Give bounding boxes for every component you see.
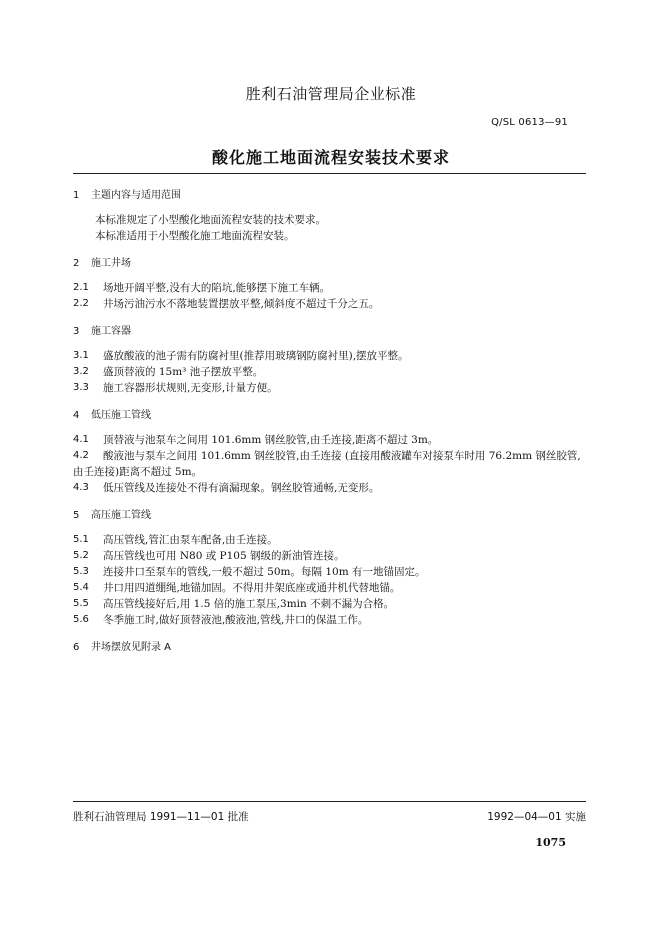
clause-text: 盛顶替液的 15m³ 池子摆放平整。 (103, 366, 264, 378)
clause-text: 施工容器形状规则,无变形,计量方便。 (103, 382, 278, 394)
clause (73, 580, 586, 596)
section-title: 施工井场 (91, 258, 131, 269)
section-3 (73, 324, 586, 396)
section-title: 施工容器 (91, 326, 131, 337)
clause-text: 连接井口至泵车的管线,一般不超过 50m。每隔 10m 有一地锚固定。 (103, 566, 426, 578)
clause (73, 564, 586, 580)
clause-text: 场地开阔平整,没有大的陷坑,能够摆下施工车辆。 (103, 282, 331, 294)
clause-number: 5.4 (73, 582, 89, 593)
section-title: 主题内容与适用范围 (91, 190, 181, 201)
clause-text: 酸液池与泵车之间用 101.6mm 钢丝胶管,由壬连接 (直接用酸液罐车对接泵车时用 76.2mm 钢丝胶管,由壬连接)距离不超过 5m。 (73, 450, 581, 478)
section-4 (73, 408, 586, 496)
page-number: 1075 (535, 836, 566, 849)
clause (73, 296, 586, 312)
paragraph: 本标准适用于小型酸化施工地面流程安装。 (95, 230, 295, 242)
section-5 (73, 508, 586, 628)
section-heading (73, 640, 586, 656)
clause-text: 高压管线接好后,用 1.5 倍的施工泵压,3min 不刺不漏为合格。 (103, 598, 395, 610)
clause-number: 3.3 (73, 382, 89, 393)
section-number: 2 (73, 258, 80, 269)
clause-text: 盛放酸液的池子需有防腐衬里(推荐用玻璃钢防腐衬里),摆放平整。 (103, 350, 409, 362)
document-body (73, 188, 586, 668)
clause-number: 3.1 (73, 350, 89, 361)
paragraph: 本标准规定了小型酸化地面流程安装的技术要求。 (95, 214, 326, 226)
clause-number: 5.2 (73, 550, 89, 561)
approval-date: 胜利石油管理局 1991—11—01 批准 (73, 811, 249, 823)
section-title: 低压施工管线 (91, 410, 151, 421)
section-number: 6 (73, 642, 80, 653)
organization-title: 胜利石油管理局企业标准 (245, 85, 417, 103)
clause-number: 5.1 (73, 534, 89, 545)
clause (73, 596, 586, 612)
clause-number: 2.1 (73, 282, 89, 293)
section-heading (73, 188, 586, 204)
section-2 (73, 256, 586, 312)
clause-text: 顶替液与池泵车之间用 101.6mm 钢丝胶管,由壬连接,距离不超过 3m。 (103, 434, 439, 446)
section-number: 1 (73, 190, 80, 201)
clause-text: 高压管线也可用 N80 或 P105 钢级的新油管连接。 (103, 550, 345, 562)
clause (73, 548, 586, 564)
clause (73, 380, 586, 396)
section-1 (73, 188, 586, 244)
clause-number: 4.2 (73, 450, 89, 461)
clause-number: 5.6 (73, 614, 89, 625)
clause-number: 4.3 (73, 482, 89, 493)
clause (73, 280, 586, 296)
effective-date: 1992—04—01 实施 (487, 811, 586, 823)
clause (73, 532, 586, 548)
clause-text: 高压管线,管汇由泵车配备,由壬连接。 (103, 534, 278, 546)
bottom-divider (73, 801, 586, 802)
clause-text: 井场污油污水不落地装置摆放平整,倾斜度不超过千分之五。 (103, 298, 380, 310)
clause (73, 480, 586, 496)
clause-number: 5.5 (73, 598, 89, 609)
section-6 (73, 640, 586, 656)
clause-number: 3.2 (73, 366, 89, 377)
clause (73, 448, 586, 480)
clause-number: 2.2 (73, 298, 89, 309)
section-title: 高压施工管线 (91, 510, 151, 521)
section-heading (73, 508, 586, 524)
section-number: 5 (73, 510, 80, 521)
clause (73, 364, 586, 380)
section-heading (73, 256, 586, 272)
clause (73, 612, 586, 628)
clause-number: 5.3 (73, 566, 89, 577)
document-title: 酸化施工地面流程安装技术要求 (211, 148, 450, 167)
section-number: 4 (73, 410, 80, 421)
section-title: 井场摆放见附录 A (91, 642, 172, 653)
clause (73, 432, 586, 448)
section-heading (73, 408, 586, 424)
clause-text: 井口用四道绷绳,地锚加固。不得用井架底座或通井机代替地锚。 (103, 582, 401, 594)
section-number: 3 (73, 326, 80, 337)
clause (73, 348, 586, 364)
section-heading (73, 324, 586, 340)
clause-number: 4.1 (73, 434, 89, 445)
top-divider (73, 173, 586, 174)
standard-code: Q/SL 0613—91 (491, 117, 568, 128)
clause-text: 冬季施工时,做好顶替液池,酸液池,管线,井口的保温工作。 (103, 614, 369, 626)
clause-text: 低压管线及连接处不得有滴漏现象。钢丝胶管通畅,无变形。 (103, 482, 380, 494)
